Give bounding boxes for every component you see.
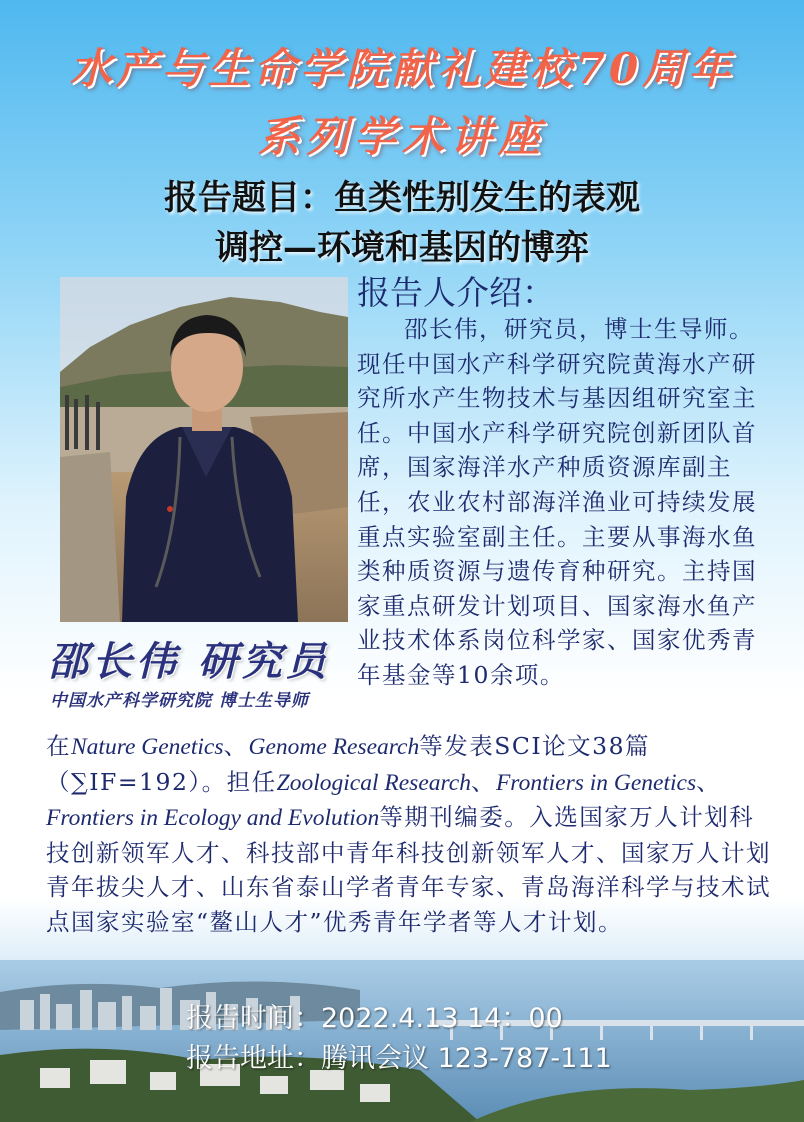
journal-name: Nature Genetics (71, 734, 224, 760)
speaker-bio (46, 729, 776, 940)
journal-name: Frontiers in Ecology and Evolution (46, 805, 380, 832)
speaker-intro-heading: 报告人介绍： (357, 273, 555, 312)
bio-text: 、 (223, 732, 249, 760)
bio-text: 、 (696, 767, 722, 796)
bio-text: 在 (46, 732, 71, 760)
journal-name: Frontiers in Genetics (495, 769, 697, 796)
speaker-intro-text: 邵长伟，研究员，博士生导师。现任中国水产科学研究院黄海水产研究所水产生物技术与基因组研究室主任。中国水产科学研究院创新团队首席，国家海洋水产种质资源库副主任，农业农村部海洋渔业可持续发展重点实验室副主任。主要从事海水鱼类种质资源与遗传育种研究。主持国家重点研发计划项目、国家海水鱼产业技术体系岗位科学家、国家优秀青年基金等10余项。 (357, 315, 757, 689)
talk-topic-line2: 调控—环境和基因的博弈 (215, 228, 589, 268)
speaker-photo (60, 277, 348, 622)
journal-name: Zoological Research (276, 769, 471, 796)
poster-subtitle: 系列学术讲座 (257, 112, 546, 161)
speaker-bio-paragraph (46, 729, 776, 940)
talk-venue: 报告地址：腾讯会议 123-787-111 (186, 1043, 612, 1074)
bio-text: 等期刊编委。入选国家万人计划科技创新领军人才、科技部中青年科技创新领军人才、国家万人计划青年拔尖人才、山东省泰山学者青年专家、青岛海洋科学与技术试点国家实验室“鳌山人才”优秀青年学者等人才计划。 (46, 803, 771, 936)
journal-name: Genome Research (248, 734, 420, 760)
speaker-affiliation: 中国水产科学研究院 博士生导师 (50, 691, 309, 711)
poster-title: 水产与生命学院献礼建校70周年 (69, 44, 735, 93)
bio-text: 等发表SCI论文38篇（∑IF=192）。担任 (46, 732, 651, 796)
bio-text: 、 (470, 767, 496, 796)
talk-time: 报告时间：2022.4.13 14：00 (186, 1003, 563, 1034)
talk-topic-line1: 报告题目：鱼类性别发生的表观 (164, 178, 640, 218)
speaker-intro (357, 312, 777, 693)
speaker-name: 邵长伟 研究员 (48, 638, 330, 685)
